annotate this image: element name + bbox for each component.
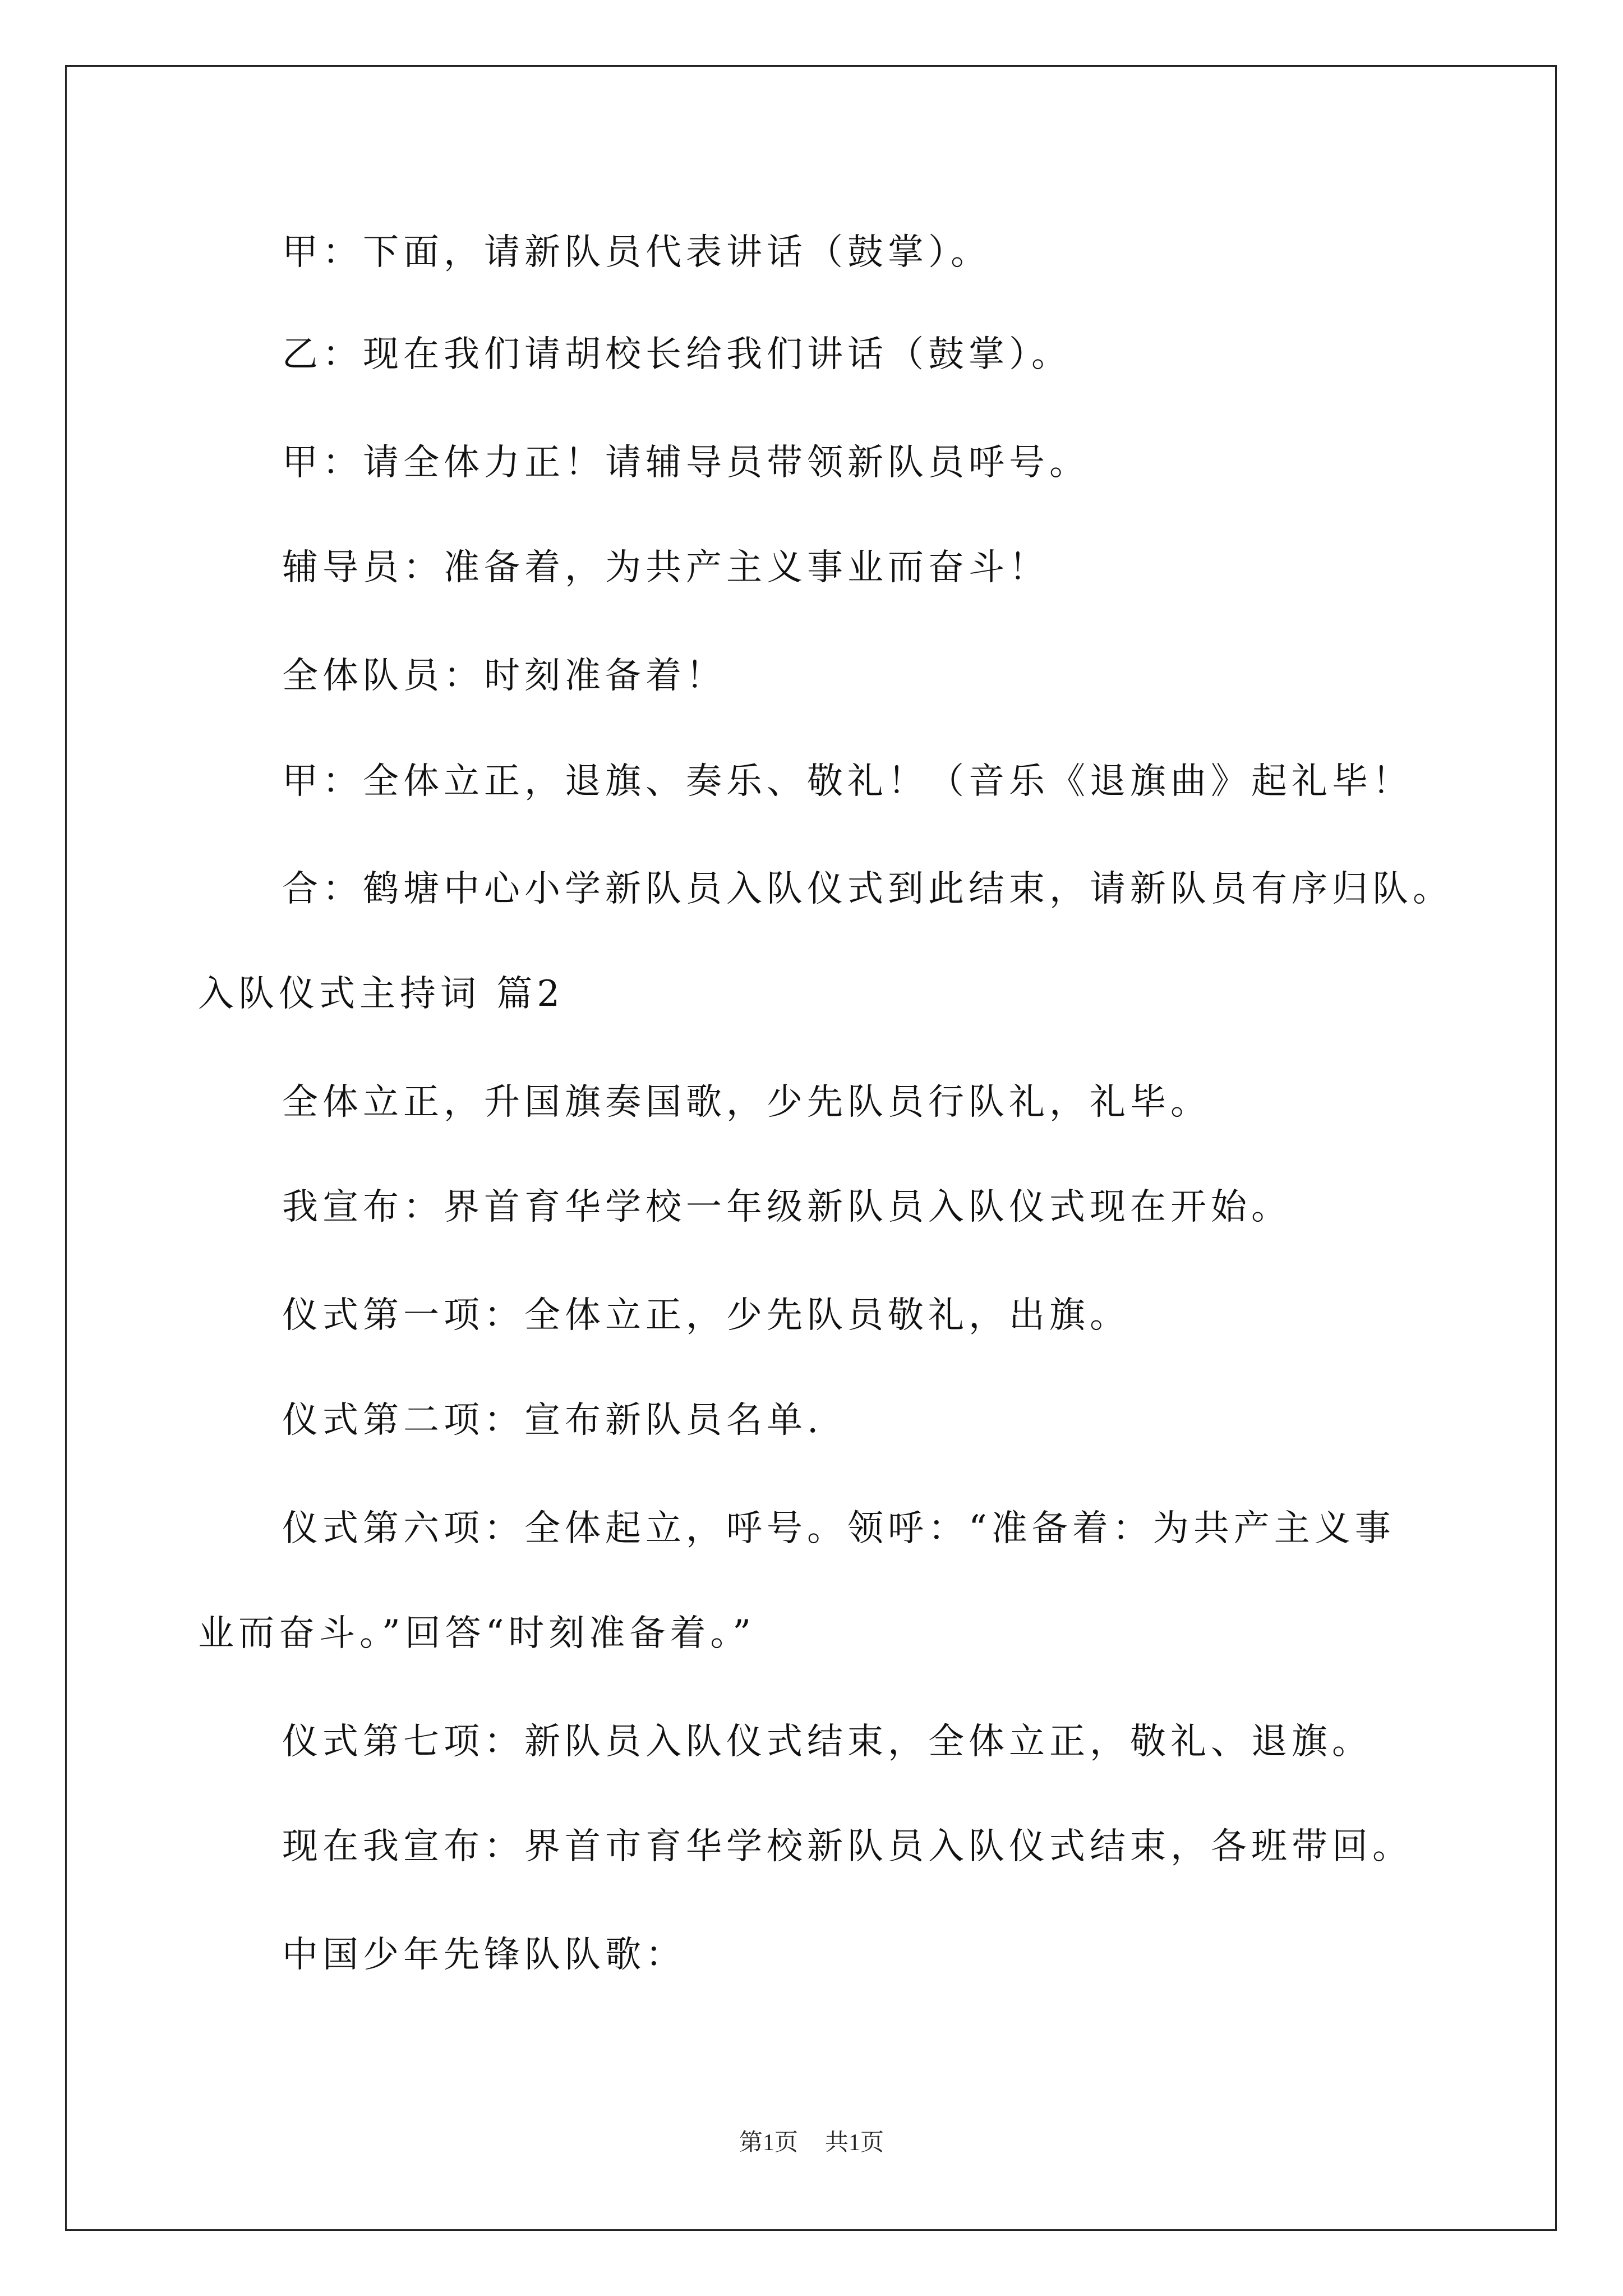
paragraph: 中国少年先锋队队歌： xyxy=(282,1934,686,1976)
paragraph: 现在我宣布：界首市育华学校新队员入队仪式结束，各班带回。 xyxy=(282,1826,1413,1867)
paragraph: 我宣布：界首育华学校一年级新队员入队仪式现在开始。 xyxy=(282,1186,1292,1228)
paragraph: 辅导员：准备着，为共产主义事业而奋斗！ xyxy=(282,547,1049,588)
page-number: 第1页 xyxy=(739,2130,798,2156)
paragraph: 仪式第七项：新队员入队仪式结束，全体立正，敬礼、退旗。 xyxy=(282,1721,1372,1763)
paragraph: 甲：请全体力正！请辅导员带领新队员呼号。 xyxy=(282,442,1090,484)
section-heading: 入队仪式主持词 篇2 xyxy=(198,973,565,1015)
paragraph: 甲：全体立正，退旗、奏乐、敬礼！（音乐《退旗曲》起礼毕！ xyxy=(282,761,1413,802)
paragraph-continuation: 业而奋斗。”回答“时刻准备着。” xyxy=(198,1613,756,1654)
paragraph: 甲：下面，请新队员代表讲话（鼓掌）。 xyxy=(282,232,991,273)
page-total: 共1页 xyxy=(825,2130,884,2156)
paragraph: 乙：现在我们请胡校长给我们讲话（鼓掌）。 xyxy=(282,334,1072,375)
paragraph: 仪式第六项：全体起立，呼号。领呼：“准备着：为共产主义事 xyxy=(282,1508,1395,1549)
page-border xyxy=(65,65,1557,2231)
paragraph: 全体立正，升国旗奏国歌，少先队员行队礼，礼毕。 xyxy=(282,1082,1211,1123)
paragraph: 仪式第二项：宣布新队员名单. xyxy=(282,1400,823,1441)
paragraph: 全体队员：时刻准备着！ xyxy=(282,655,726,697)
paragraph: 合：鹤塘中心小学新队员入队仪式到此结束，请新队员有序归队。 xyxy=(282,868,1453,910)
page-footer xyxy=(0,2126,1623,2160)
paragraph: 仪式第一项：全体立正，少先队员敬礼，出旗。 xyxy=(282,1295,1130,1336)
